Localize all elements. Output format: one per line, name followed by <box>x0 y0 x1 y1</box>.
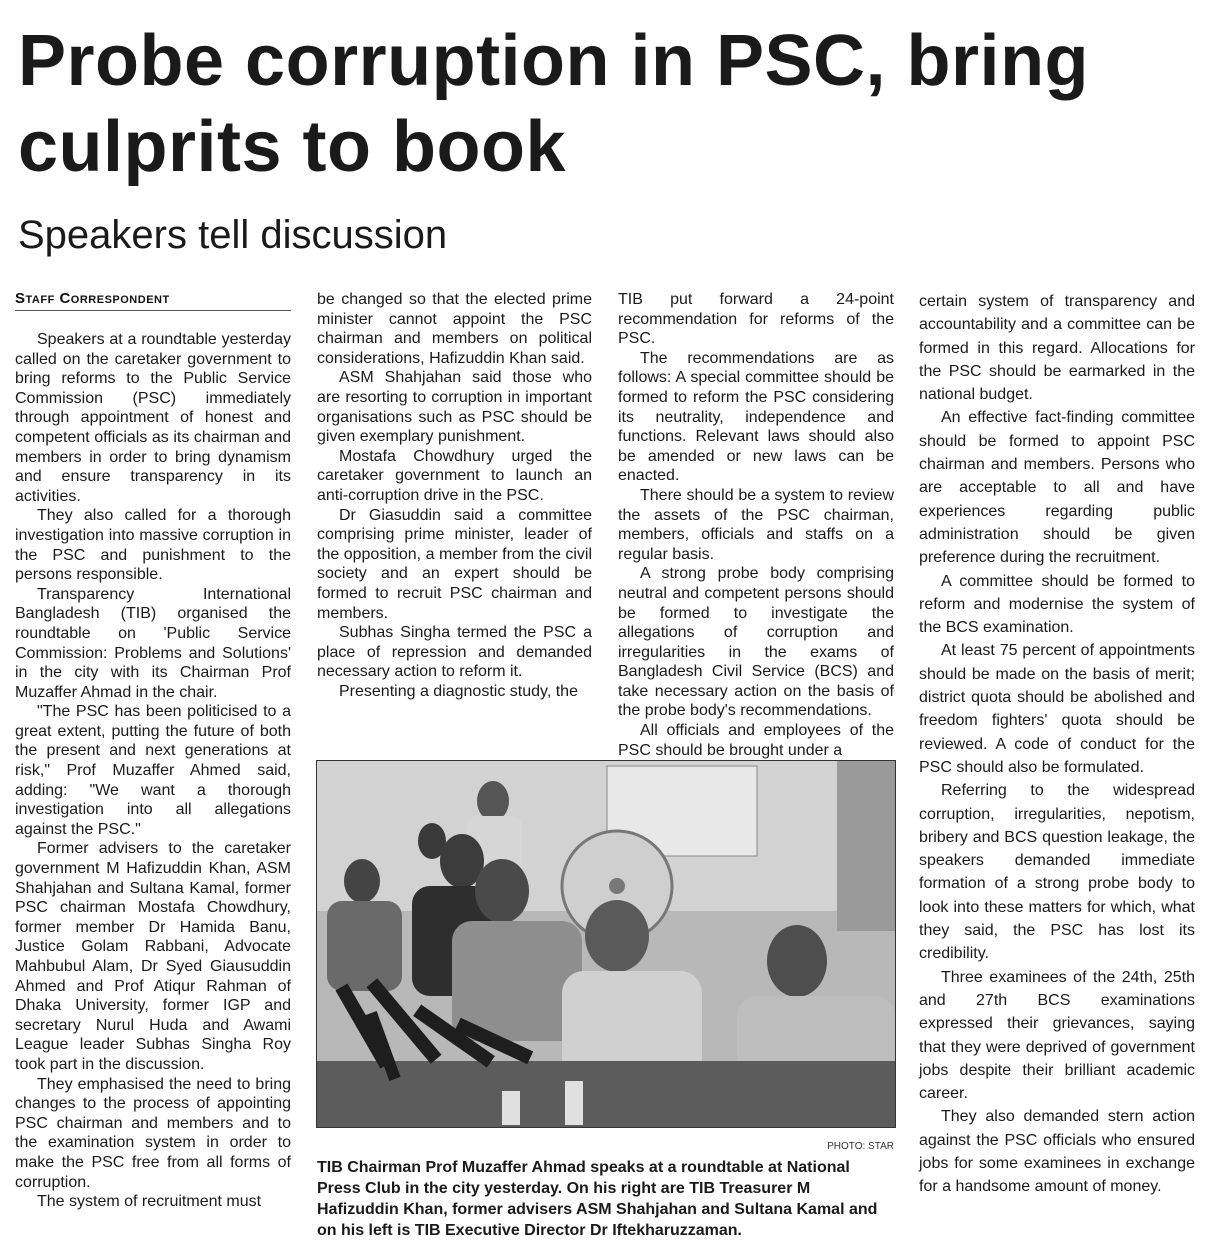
subheadline: Speakers tell discussion <box>18 213 448 257</box>
photo-illustration <box>317 761 895 1127</box>
paragraph: ASM Shahjahan said those who are resorting to corruption in important organisations such as PSC should be given exemplary punishment. <box>317 369 592 446</box>
paragraph: TIB put forward a 24-point recommendation for reforms of the PSC. <box>618 291 894 348</box>
paragraph: Dr Giasuddin said a committee comprising prime minister, leader of the opposition, a member from the civil society and an expert should be formed to recruit PSC chairman and members. <box>317 506 592 622</box>
headline: Probe corruption in PSC, bring culprits to book <box>18 21 1090 187</box>
paragraph: The system of recruitment must <box>37 1193 262 1211</box>
paragraph: A strong probe body comprising neutral and competent persons should be formed to investigate the allegations of corruption and irregularities in the exams of Bangladesh Civil Service (BCS) and take necessary action on the basis of the probe body's recommendations. <box>618 565 894 720</box>
paragraph: A committee should be formed to reform and modernise the system of the BCS examination. <box>919 572 1195 637</box>
photo-credit: PHOTO: STAR <box>827 1141 894 1152</box>
article-column-3 <box>618 290 894 760</box>
paragraph: Transparency International Bangladesh (TIB) organised the roundtable on 'Public Service Commission: Problems and Solutions' in the city with its Chairman Prof Muzaffer Ahmad in the chair. <box>15 585 291 701</box>
paragraph: They also demanded stern action against the PSC officials who ensured jobs for some examinees in exchange for a handsome amount of money. <box>919 1108 1195 1196</box>
paragraph: Subhas Singha termed the PSC a place of repression and demanded necessary action to reform it. <box>317 624 592 681</box>
paragraph: Three examinees of the 24th, 25th and 27th BCS examinations expressed their grievances, saying that they were deprived of government jobs despite their brilliant academic career. <box>919 968 1195 1103</box>
byline: Staff Correspondent <box>15 290 291 311</box>
paragraph: There should be a system to review the assets of the PSC chairman, members, officials and staffs on a regular basis. <box>618 486 894 563</box>
paragraph: Referring to the widespread corruption, irregularities, nepotism, bribery and BCS question leakage, the speakers demanded immediate formation of a strong probe body to look into these matters for which, what they said, the PSC has lost its credibility. <box>919 782 1195 963</box>
paragraph: At least 75 percent of appointments should be made on the basis of merit; district quota should be abolished and freedom fighters' quota should be reviewed. A code of conduct for the PSC should also be formulated. <box>919 642 1195 776</box>
article-column-4 <box>919 290 1195 1199</box>
paragraph: Presenting a diagnostic study, the <box>339 682 578 700</box>
paragraph: Former advisers to the caretaker government M Hafizuddin Khan, ASM Shahjahan and Sultana Kamal, former PSC chairman Mostafa Chowdhury, former member Dr Hamida Banu, Justice Golam Rabbani, Advocate Mahbubul Alam, Dr Syed Giausuddin Ahmed and Prof Atiqur Rahman of Dhaka University, former IGP and secretary Nurul Huda and Awami League leader Subhas Singha Roy took part in the discussion. <box>15 840 291 1073</box>
article-column-1 <box>15 330 291 1212</box>
paragraph: All officials and employees of the PSC should be brought under a <box>618 722 894 759</box>
news-photo <box>316 760 896 1128</box>
paragraph: They also called for a thorough investigation into massive corruption in the PSC and punishment to the persons responsible. <box>15 507 291 584</box>
paragraph: "The PSC has been politicised to a great extent, putting the future of both the present and next generations at risk," Prof Muzaffer Ahmed said, adding: "We want a thorough investigation into all allegations against the PSC." <box>15 703 291 838</box>
article-column-2 <box>317 290 592 701</box>
paragraph: The recommendations are as follows: A special committee should be formed to reform the PSC considering its neutrality, independence and functions. Relevant laws should also be amended or new laws can be enacted. <box>618 349 894 485</box>
paragraph: certain system of transparency and accountability and a committee can be formed in this regard. Allocations for the PSC should be earmarked in the national budget. <box>919 293 1195 404</box>
photo-caption: TIB Chairman Prof Muzaffer Ahmad speaks at a roundtable at National Press Club in the city yesterday. On his right are TIB Treasurer M Hafizuddin Khan, former advisers ASM Shahjahan and Sultana Kamal and on his left is TIB Executive Director Dr Iftekharuzzaman. <box>317 1159 878 1239</box>
paragraph: be changed so that the elected prime minister cannot appoint the PSC chairman and members on political considerations, Hafizuddin Khan said. <box>317 291 592 367</box>
paragraph: Mostafa Chowdhury urged the caretaker government to launch an anti-corruption drive in the PSC. <box>317 447 592 504</box>
paragraph: Speakers at a roundtable yesterday called on the caretaker government to bring reforms to the Public Service Commission (PSC) immediately through appointment of honest and competent officials as its chairman and members in order to bring dynamism and ensure transparency in its activities. <box>15 331 291 505</box>
paragraph: They emphasised the need to bring changes to the process of appointing PSC chairman and members and to the examination system in order to make the PSC free from all forms of corruption. <box>15 1075 291 1191</box>
paragraph: An effective fact-finding committee should be formed to appoint PSC chairman and members. Persons who are acceptable to all and have experiences regarding public administration should be given preference during the recruitment. <box>919 409 1195 567</box>
